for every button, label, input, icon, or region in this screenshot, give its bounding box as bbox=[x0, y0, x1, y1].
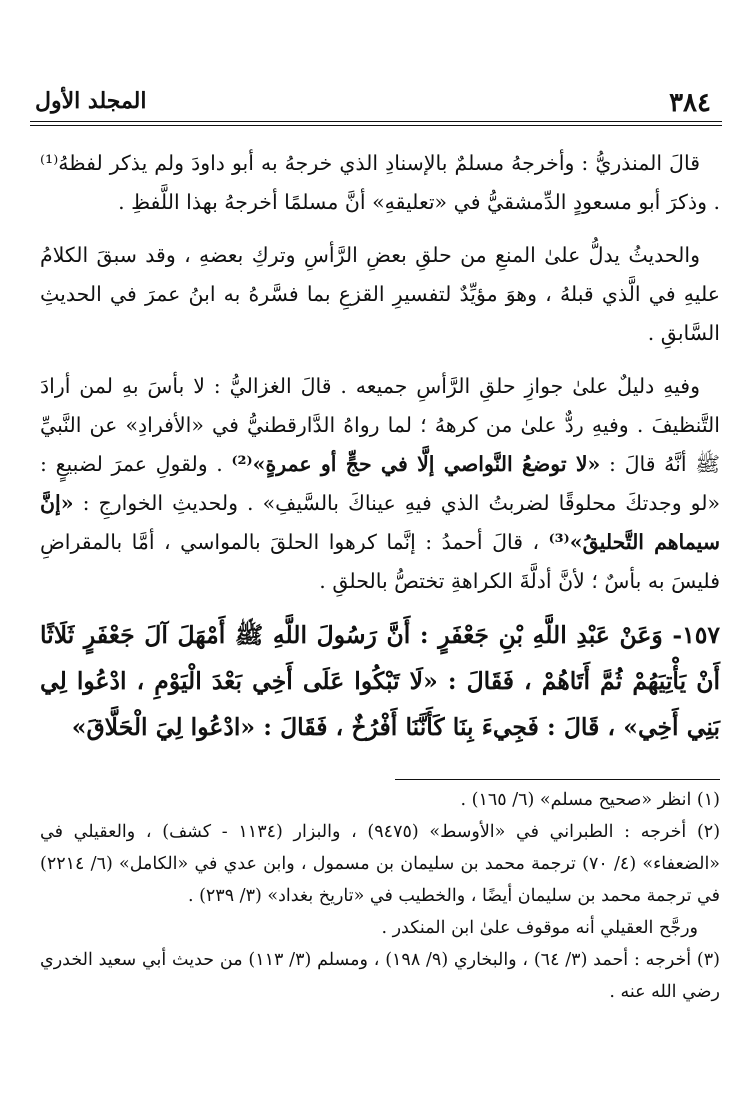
hadith-text: وَعَنْ عَبْدِ اللَّهِ بْنِ جَعْفَرٍ : أَنَّ رَسُولَ اللَّهِ ﷺ أَمْهَلَ آلَ جَعْفَرٍ ثَلَاثًا أَنْ يَأْتِيَهُمْ ثُمَّ أَتَاهُمْ ، فَقَالَ : «لَا تَبْكُوا عَلَى أَخِي بَعْدَ الْيَوْمِ ، ادْعُوا لِي بَنِي أَخِي» ، قَالَ : فَجِيءَ بِنَا كَأَنَّنَا أَفْرُخٌ ، فَقَالَ : «ادْعُوا لِيَ الْحَلَّاقَ» bbox=[40, 621, 720, 741]
paragraph-mundhiri: قالَ المنذريُّ : وأخرجهُ مسلمٌ بالإسنادِ الذي خرجهُ به أبو داودَ ولم يذكر لفظهُ⁽¹⁾ . وذكرَ أبو مسعودٍ الدِّمشقيُّ في «تعليقهِ» أنَّ مسلمًا أخرجهُ بهذا اللَّفظِ . bbox=[40, 151, 720, 214]
footnote-2: (٢) أخرجه : الطبراني في «الأوسط» (٩٤٧٥) ، والبزار (١١٣٤ - كشف) ، والعقيلي في «الضعفاء» (٤/ ٧٠) ترجمة محمد بن سليمان بن مسمول ، وابن عدي في «الكامل» (٦/ ٢٢١٤) في ترجمة محمد بن سليمان أيضًا ، والخطيب في «تاريخ بغداد» (٣/ ٢٣٩) . bbox=[40, 822, 721, 906]
page-number: ٣٨٤ bbox=[669, 88, 711, 118]
footnote-separator bbox=[395, 779, 720, 780]
paragraph-hadith-meaning: والحديثُ يدلُّ علىٰ المنعِ من حلقِ بعضِ الرَّأسِ وتركِ بعضهِ ، وقد سبقَ الكلامُ عليهِ في الَّذي قبلهُ ، وهوَ مؤيِّدٌ لتفسيرِ القزعِ بما فسَّرهُ به ابنُ عمرَ في الحديثِ السَّابقِ . bbox=[40, 243, 720, 345]
volume-title: المجلد الأول bbox=[35, 88, 147, 114]
paragraph-shaving-part-c: ، قالَ أحمدُ : إنَّما كرهوا الحلقَ بالمواسي ، أمَّا بالمقراضِ فليسَ به بأسٌ ؛ لأنَّ أدلَّةَ الكراهةِ تختصُّ بالحلقِ . bbox=[40, 530, 720, 593]
footnote-1: (١) انظر «صحيح مسلم» (٦/ ١٦٥) . bbox=[460, 790, 720, 810]
footnote-3: (٣) أخرجه : أحمد (٣/ ٦٤) ، والبخاري (٩/ ١٩٨) ، ومسلم (٣/ ١١٣) من حديث أبي سعيد الخدري رضي الله عنه . bbox=[40, 950, 720, 1002]
footnotes bbox=[40, 784, 720, 1008]
quote-nawasi: «لا توضعُ النَّواصي إلَّا في حجٍّ أو عمرةٍ»⁽²⁾ bbox=[231, 452, 601, 476]
commentary-text bbox=[40, 144, 720, 615]
paragraph-shaving-part-b: . ولقولِ عمرَ لضبيعٍ : «لو وجدتكَ محلوقًا لضربتُ الذي فيهِ عيناكَ بالسَّيفِ» . ولحديثِ الخوارجِ : bbox=[40, 452, 720, 515]
header-rule-bottom bbox=[30, 125, 722, 126]
paragraph-shaving-part-a: وفيهِ دليلٌ علىٰ جوازِ حلقِ الرَّأسِ جميعه . قالَ الغزاليُّ : لا بأسَ بهِ لمن أرادَ التَّنظيفَ . وفيهِ ردٌّ علىٰ من كرههُ ؛ لما رواهُ الدَّارقطنيُّ في «الأفرادِ» عن النَّبيِّ ﷺ أنَّهُ قالَ : bbox=[40, 374, 721, 476]
header-rule-top bbox=[30, 121, 722, 122]
paragraph-shaving bbox=[40, 367, 720, 601]
hadith-157 bbox=[40, 612, 720, 750]
footnote-2-continuation: ورجَّح العقيلي أنه موقوف علىٰ ابن المنكدر . bbox=[381, 918, 698, 938]
hadith-number: ١٥٧- bbox=[672, 621, 720, 649]
quote-khawarij: «إنَّ سيماهم التَّحليقُ»⁽³⁾ bbox=[40, 491, 720, 554]
